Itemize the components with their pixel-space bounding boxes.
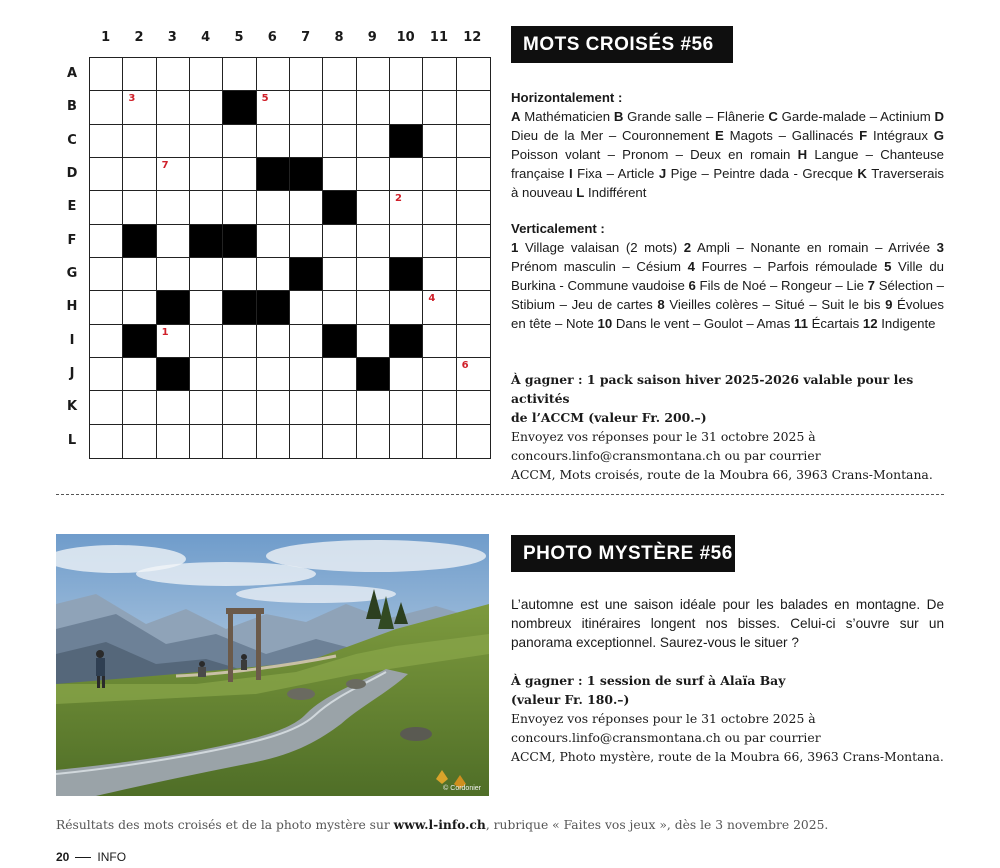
grid-cell[interactable] [323,291,356,324]
row-header: E [67,199,77,215]
grid-cell[interactable] [257,425,290,458]
grid-cell[interactable] [90,58,123,91]
vertical-clue-key: 2 [683,239,692,255]
cell-number: 1 [161,326,169,338]
grid-cell[interactable] [223,391,256,424]
photo-mystery-title: PHOTO MYSTÈRE #56 [511,535,735,572]
grid-cell[interactable] [357,425,390,458]
horizontal-clue-text: Indifférent [584,184,647,200]
grid-cell-black [190,225,223,258]
vertical-clue-text: Fourres – Parfois rémoulade [694,258,885,274]
grid-cell[interactable] [423,191,456,224]
horizontal-clues [511,89,944,202]
horizontal-clue-key: E [715,127,724,143]
grid-cell[interactable] [190,58,223,91]
grid-cell[interactable] [257,91,290,124]
grid-cell[interactable] [90,425,123,458]
vertical-clue-key: 10 [597,315,613,331]
row-header: L [67,432,77,448]
grid-cell[interactable] [423,225,456,258]
grid-cell[interactable] [223,358,256,391]
grid-cell[interactable] [290,425,323,458]
crossword-prize-email: concours.linfo@cransmontana.ch ou par courrier [511,448,821,463]
column-header: 11 [429,30,449,45]
photo-credit: © Cordonier [443,785,481,792]
grid-cell-black [357,358,390,391]
grid-cell[interactable] [423,325,456,358]
grid-cell[interactable] [123,91,156,124]
grid-cell[interactable] [290,325,323,358]
vertical-clue-text: Fils de Noé – Rongeur – Lie [695,277,868,293]
mountain-landscape-illustration [56,534,489,796]
results-link[interactable]: www.l-info.ch [393,817,486,832]
grid-cell[interactable] [357,91,390,124]
grid-cell[interactable] [157,91,190,124]
grid-cell[interactable] [190,191,223,224]
vertical-clue-text: Écartais [807,315,863,331]
grid-cell[interactable] [257,225,290,258]
grid-cell[interactable] [190,358,223,391]
grid-cell[interactable] [357,191,390,224]
column-header: 8 [334,30,344,45]
vertical-clue-text: Indigente [877,315,936,331]
grid-cell[interactable] [357,158,390,191]
vertical-clue-key: 7 [867,277,875,293]
results-prefix: Résultats des mots croisés et de la photo mystère sur [56,818,394,832]
grid-cell[interactable] [390,425,423,458]
grid-cell[interactable] [190,158,223,191]
grid-cell[interactable] [390,91,423,124]
grid-cell[interactable] [157,125,190,158]
vertical-clue-text: Village valaisan (2 mots) [518,239,684,255]
horizontal-clue-key: D [934,108,945,124]
results-suffix: , rubrique « Faites vos jeux », dès le 3 novembre 2025. [485,818,829,832]
grid-cell[interactable] [257,258,290,291]
grid-cell[interactable] [190,291,223,324]
vertical-clue-text: Dans le vent – Goulot – Amas [612,315,794,331]
vertical-clue-text: Ampli – Nonante en romain – Arrivée [691,239,937,255]
vertical-clue-key: 3 [936,239,944,255]
grid-cell[interactable] [190,125,223,158]
grid-cell[interactable] [390,158,423,191]
grid-cell[interactable] [390,225,423,258]
grid-cell[interactable] [190,325,223,358]
crossword-title: MOTS CROISÉS #56 [511,26,733,63]
grid-cell[interactable] [423,391,456,424]
grid-cell[interactable] [323,91,356,124]
photo-prize-line-1: À gagner : 1 session de surf à Alaïa Bay [511,673,786,688]
grid-cell[interactable] [290,291,323,324]
grid-cell[interactable] [123,58,156,91]
column-header: 7 [301,30,311,45]
column-header: 3 [167,30,177,45]
vertical-clue-list [511,240,944,331]
horizontal-clue-key: L [576,184,585,200]
grid-cell[interactable] [423,258,456,291]
row-header: K [66,399,78,415]
grid-cell[interactable] [257,191,290,224]
folio-dash [75,857,91,858]
grid-cell-black [323,191,356,224]
grid-cell[interactable] [90,158,123,191]
grid-cell-black [323,325,356,358]
vertical-clue-text: Évolues en tête – Note [511,296,944,331]
horizontal-clue-text: Intégraux [867,127,934,143]
grid-cell[interactable] [90,125,123,158]
row-header: H [66,299,78,315]
vertical-heading: Verticalement : [511,221,605,236]
column-header: 1 [101,30,111,45]
grid-cell[interactable] [390,191,423,224]
grid-cell[interactable] [390,58,423,91]
grid-cell[interactable] [457,425,490,458]
vertical-clue-key: 5 [884,258,892,274]
horizontal-clue-key: G [933,127,945,143]
horizontal-clue-text: Grande salle – Flânerie [623,108,769,124]
cell-number: 6 [461,359,469,371]
photo-mystery-prize [511,671,951,766]
horizontal-clue-text: Poisson volant – Pronom – Deux en romain [511,146,798,162]
grid-cell[interactable] [457,191,490,224]
grid-cell[interactable] [157,258,190,291]
grid-cell[interactable] [257,125,290,158]
grid-cell[interactable] [123,158,156,191]
vertical-clue-key: 4 [687,258,695,274]
grid-cell[interactable] [123,391,156,424]
grid-cell[interactable] [223,58,256,91]
horizontal-clue-text: Magots – Gallinacés [723,127,860,143]
grid-cell[interactable] [223,425,256,458]
grid-cell[interactable] [90,391,123,424]
grid-cell[interactable] [190,258,223,291]
horizontal-clue-key: C [768,108,778,124]
horizontal-clue-text: Langue – Chanteuse française [511,146,944,181]
vertical-clue-key: 9 [885,296,893,312]
grid-cell[interactable] [323,158,356,191]
grid-cell-black [257,158,290,191]
horizontal-clue-key: F [859,127,868,143]
grid-cell[interactable] [157,191,190,224]
section-name: INFO [97,850,127,864]
vertical-clue-key: 12 [862,315,878,331]
grid-cell[interactable] [223,325,256,358]
horizontal-heading: Horizontalement : [511,90,623,105]
photo-mystery-intro: L’automne est une saison idéale pour les balades en montagne. De nombreux itinéraires longent nos bisses. Celui-ci s’ouvre sur un panorama exceptionnel. Saurez-vous le situer ? [511,597,944,650]
horizontal-clue-text: Pige – Peintre dada - Grecque [666,165,858,181]
grid-cell-black [157,358,190,391]
crossword-prize-line-1: À gagner : 1 pack saison hiver 2025-2026 valable pour les activités [511,372,914,406]
grid-cell[interactable] [157,425,190,458]
grid-cell[interactable] [257,325,290,358]
grid-column-headers [89,30,490,52]
grid-cell[interactable] [290,191,323,224]
grid-cell[interactable] [423,125,456,158]
cell-number: 3 [128,93,136,105]
row-header: A [66,66,78,81]
cell-number: 5 [261,93,269,105]
crossword-prize [511,370,951,484]
grid-cell[interactable] [323,125,356,158]
grid-cell[interactable] [257,358,290,391]
row-header: C [67,132,77,148]
grid-cell[interactable] [423,58,456,91]
column-header: 5 [234,30,244,45]
grid-cell[interactable] [123,358,156,391]
grid-cell[interactable] [90,191,123,224]
grid-cell[interactable] [190,391,223,424]
photo-prize-address: ACCM, Photo mystère, route de la Moubra 66, 3963 Crans-Montana. [511,749,944,764]
column-header: 6 [267,30,277,45]
grid-cell[interactable] [457,125,490,158]
vertical-clue-text: Vieilles colères – Situé – Suit le bis [664,296,886,312]
grid-cell[interactable] [90,225,123,258]
grid-cell[interactable] [90,358,123,391]
crossword-grid [89,57,491,459]
grid-cell[interactable] [323,58,356,91]
horizontal-clue-list [511,109,944,200]
grid-cell[interactable] [257,391,290,424]
grid-cell[interactable] [223,158,256,191]
grid-cell[interactable] [357,258,390,291]
grid-cell[interactable] [223,258,256,291]
grid-cell[interactable] [190,425,223,458]
grid-cell-black [390,325,423,358]
grid-cell[interactable] [423,91,456,124]
column-header: 9 [367,30,377,45]
grid-cell[interactable] [290,358,323,391]
grid-cell-black [157,291,190,324]
photo-prize-deadline: Envoyez vos réponses pour le 31 octobre 2025 à [511,711,816,726]
grid-cell-black [123,225,156,258]
grid-cell[interactable] [157,58,190,91]
grid-cell[interactable] [423,358,456,391]
horizontal-clue-text: Fixa – Article [572,165,659,181]
grid-cell[interactable] [457,258,490,291]
row-header: J [69,366,75,381]
horizontal-clue-text: Traverserais à nouveau [511,165,944,200]
vertical-clue-key: 8 [657,296,665,312]
grid-cell[interactable] [223,125,256,158]
mystery-photo [56,534,489,796]
column-header: 2 [134,30,144,45]
grid-cell[interactable] [457,58,490,91]
grid-cell[interactable] [457,225,490,258]
grid-cell[interactable] [323,391,356,424]
grid-cell[interactable] [423,425,456,458]
grid-row-headers [58,57,86,457]
results-note [56,817,956,832]
grid-cell[interactable] [157,225,190,258]
vertical-clue-key: 1 [511,239,519,255]
cell-number: 2 [394,193,402,205]
page-folio [56,850,126,864]
grid-cell[interactable] [357,291,390,324]
grid-cell[interactable] [323,258,356,291]
section-divider [56,494,944,495]
grid-cell[interactable] [123,125,156,158]
grid-cell-black [390,125,423,158]
column-header: 12 [463,30,482,45]
grid-cell[interactable] [390,358,423,391]
grid-cell[interactable] [357,325,390,358]
grid-cell[interactable] [423,158,456,191]
row-header: I [69,332,75,348]
grid-cell[interactable] [290,225,323,258]
grid-cell[interactable] [423,291,456,324]
vertical-clues [511,220,944,333]
row-header: G [66,266,78,281]
row-header: B [67,99,77,115]
grid-cell-black [123,325,156,358]
horizontal-clue-text: Garde-malade – Actinium [777,108,935,124]
grid-cell[interactable] [123,425,156,458]
grid-cell-black [257,291,290,324]
grid-cell[interactable] [223,191,256,224]
horizontal-clue-key: K [857,165,867,181]
horizontal-clue-key: H [797,146,808,162]
crossword-prize-line-2: de l’ACCM (valeur Fr. 200.–) [511,410,707,425]
grid-cell[interactable] [290,391,323,424]
horizontal-clue-key: A [511,108,521,124]
grid-cell[interactable] [357,225,390,258]
grid-cell[interactable] [457,391,490,424]
grid-cell[interactable] [123,191,156,224]
cell-number: 4 [428,293,436,305]
grid-cell[interactable] [157,391,190,424]
grid-cell[interactable] [457,91,490,124]
crossword-prize-deadline: Envoyez vos réponses pour le 31 octobre 2025 à [511,429,816,444]
grid-cell[interactable] [457,325,490,358]
vertical-clue-text: Prénom masculin – Césium [511,258,688,274]
cell-number: 7 [161,159,169,171]
grid-cell[interactable] [357,58,390,91]
vertical-clue-text: Sélection – Stibium – Jeu de cartes [511,277,944,312]
horizontal-clue-text: Mathématicien [520,108,614,124]
grid-cell[interactable] [457,291,490,324]
page-number: 20 [56,850,70,864]
grid-cell[interactable] [390,391,423,424]
grid-cell-black [290,158,323,191]
grid-cell[interactable] [123,258,156,291]
horizontal-clue-key: J [658,165,667,181]
grid-cell[interactable] [190,91,223,124]
grid-cell[interactable] [290,125,323,158]
grid-cell[interactable] [90,291,123,324]
grid-cell[interactable] [90,258,123,291]
grid-cell-black [223,225,256,258]
grid-cell[interactable] [457,358,490,391]
vertical-clue-key: 6 [688,277,696,293]
grid-cell[interactable] [123,291,156,324]
row-header: F [67,232,77,248]
grid-cell[interactable] [157,158,190,191]
grid-cell[interactable] [290,91,323,124]
grid-cell[interactable] [390,291,423,324]
grid-cell[interactable] [457,158,490,191]
grid-cell[interactable] [357,391,390,424]
row-header: D [66,166,78,181]
grid-cell[interactable] [323,425,356,458]
horizontal-clue-key: B [613,108,624,124]
grid-cell[interactable] [323,358,356,391]
grid-cell[interactable] [357,125,390,158]
vertical-clue-text: Ville du Burkina - Commune vaudoise [511,258,944,293]
crossword-prize-address: ACCM, Mots croisés, route de la Moubra 66, 3963 Crans-Montana. [511,467,933,482]
grid-cell-black [290,258,323,291]
grid-cell[interactable] [290,58,323,91]
grid-cell[interactable] [157,325,190,358]
column-header: 4 [201,30,211,45]
column-header: 10 [396,30,415,45]
grid-cell-black [223,91,256,124]
photo-prize-line-2: (valeur Fr. 180.–) [511,692,630,707]
horizontal-clue-key: I [569,165,573,181]
photo-prize-email: concours.linfo@cransmontana.ch ou par courrier [511,730,821,745]
vertical-clue-key: 11 [793,315,808,331]
grid-cell-black [390,258,423,291]
grid-cell[interactable] [257,58,290,91]
grid-cell[interactable] [323,225,356,258]
horizontal-clue-text: Dieu de la Mer – Couronnement [511,127,716,143]
grid-cell-black [223,291,256,324]
grid-cell[interactable] [90,325,123,358]
grid-cell[interactable] [90,91,123,124]
